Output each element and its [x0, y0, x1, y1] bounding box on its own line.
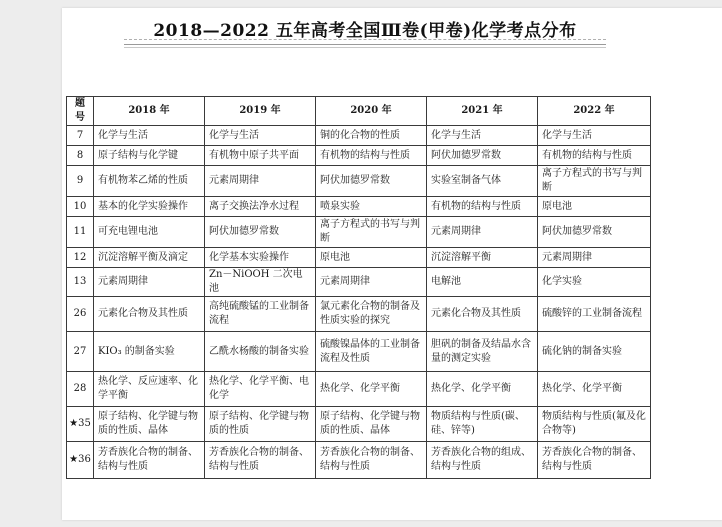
table-row [67, 217, 651, 248]
topic-cell: 高纯硫酸锰的工业制备流程 [205, 297, 316, 332]
topic-cell: 硫酸锌的工业制备流程 [538, 297, 651, 332]
page-title: 2018—2022 五年高考全国Ⅲ卷(甲卷)化学考点分布 [153, 21, 577, 41]
topic-cell: 原电池 [538, 197, 651, 217]
question-number-cell: 26 [67, 297, 94, 332]
header-cell-2022: 2022 年 [538, 97, 651, 126]
header-cell-2020: 2020 年 [316, 97, 427, 126]
question-number-cell: 9 [67, 166, 94, 197]
topic-cell: 离子方程式的书写与判断 [316, 217, 427, 248]
table-row [67, 297, 651, 332]
question-number-cell: 27 [67, 332, 94, 372]
header-cell-2018: 2018 年 [94, 97, 205, 126]
question-number-cell: 7 [67, 126, 94, 146]
topic-cell: 芳香族化合物的制备、结构与性质 [205, 442, 316, 479]
topic-cell: 原子结构、化学键与物质的性质、晶体 [94, 407, 205, 442]
topic-cell: 芳香族化合物的制备、结构与性质 [94, 442, 205, 479]
topic-cell: 化学与生活 [427, 126, 538, 146]
topic-cell: 芳香族化合物的组成、结构与性质 [427, 442, 538, 479]
question-number-cell: 13 [67, 268, 94, 297]
document-page [62, 8, 722, 520]
question-number-cell: ★36 [67, 442, 94, 479]
topic-cell: 元素周期律 [205, 166, 316, 197]
topic-cell: 阿伏加德罗常数 [538, 217, 651, 248]
table-row [67, 268, 651, 297]
topic-cell: 有机物的结构与性质 [538, 146, 651, 166]
topic-cell: 芳香族化合物的制备、结构与性质 [316, 442, 427, 479]
header-cell-number: 题号 [67, 97, 94, 126]
topic-cell: KIO₃ 的制备实验 [94, 332, 205, 372]
topic-cell: 有机物苯乙烯的性质 [94, 166, 205, 197]
topic-cell: 阿伏加德罗常数 [427, 146, 538, 166]
topic-cell: 元素周期律 [94, 268, 205, 297]
topic-cell: 离子交换法净水过程 [205, 197, 316, 217]
header-cell-2019: 2019 年 [205, 97, 316, 126]
topic-cell: 物质结构与性质(碳、硅、锌等) [427, 407, 538, 442]
topic-cell: 化学与生活 [538, 126, 651, 146]
title-rule [124, 44, 606, 45]
question-number-cell: 28 [67, 372, 94, 407]
topic-cell: 化学实验 [538, 268, 651, 297]
table-row [67, 126, 651, 146]
topic-cell: 阿伏加德罗常数 [316, 166, 427, 197]
table-row [67, 332, 651, 372]
question-number-cell: 10 [67, 197, 94, 217]
table-row [67, 248, 651, 268]
topic-cell: 可充电锂电池 [94, 217, 205, 248]
title-block [130, 18, 600, 44]
topic-cell: 芳香族化合物的制备、结构与性质 [538, 442, 651, 479]
question-number-cell: 12 [67, 248, 94, 268]
topic-cell: 氯元素化合物的制备及性质实验的探究 [316, 297, 427, 332]
topic-cell: Zn－NiOOH 二次电池 [205, 268, 316, 297]
topic-cell: 硫化钠的制备实验 [538, 332, 651, 372]
topic-cell: 沉淀溶解平衡 [427, 248, 538, 268]
topic-cell: 基本的化学实验操作 [94, 197, 205, 217]
topic-cell: 硫酸镍晶体的工业制备流程及性质 [316, 332, 427, 372]
topic-cell: 热化学、反应速率、化学平衡 [94, 372, 205, 407]
table-row [67, 372, 651, 407]
topic-cell: 原子结构与化学键 [94, 146, 205, 166]
topic-cell: 元素化合物及其性质 [427, 297, 538, 332]
topic-cell: 元素化合物及其性质 [94, 297, 205, 332]
topic-cell: 有机物中原子共平面 [205, 146, 316, 166]
topic-cell: 实验室制备气体 [427, 166, 538, 197]
question-number-cell: 11 [67, 217, 94, 248]
topic-cell: 铜的化合物的性质 [316, 126, 427, 146]
question-number-cell: ★35 [67, 407, 94, 442]
topic-cell: 化学与生活 [94, 126, 205, 146]
question-number-cell: 8 [67, 146, 94, 166]
topic-cell: 热化学、化学平衡 [538, 372, 651, 407]
topic-cell: 原电池 [316, 248, 427, 268]
topic-cell: 沉淀溶解平衡及滴定 [94, 248, 205, 268]
topic-cell: 元素周期律 [538, 248, 651, 268]
topic-cell: 有机物的结构与性质 [427, 197, 538, 217]
table-header-row [67, 97, 651, 126]
topic-cell: 阿伏加德罗常数 [205, 217, 316, 248]
topic-cell: 热化学、化学平衡、电化学 [205, 372, 316, 407]
topic-cell: 电解池 [427, 268, 538, 297]
topic-cell: 物质结构与性质(氟及化合物等) [538, 407, 651, 442]
topic-cell: 化学基本实验操作 [205, 248, 316, 268]
table-row [67, 146, 651, 166]
topic-cell: 离子方程式的书写与判断 [538, 166, 651, 197]
exam-topic-table [66, 96, 651, 479]
table-row [67, 166, 651, 197]
table-row [67, 407, 651, 442]
topic-cell: 原子结构、化学键与物质的性质 [205, 407, 316, 442]
topic-cell: 元素周期律 [427, 217, 538, 248]
topic-cell: 元素周期律 [316, 268, 427, 297]
topic-cell: 乙酰水杨酸的制备实验 [205, 332, 316, 372]
table-row [67, 197, 651, 217]
topic-cell: 化学与生活 [205, 126, 316, 146]
topic-cell: 胆矾的制备及结晶水含量的测定实验 [427, 332, 538, 372]
topic-cell: 热化学、化学平衡 [427, 372, 538, 407]
topic-cell: 热化学、化学平衡 [316, 372, 427, 407]
topic-cell: 有机物的结构与性质 [316, 146, 427, 166]
topic-cell: 原子结构、化学键与物质的性质、晶体 [316, 407, 427, 442]
table-row [67, 442, 651, 479]
header-cell-2021: 2021 年 [427, 97, 538, 126]
topic-cell: 喷泉实验 [316, 197, 427, 217]
